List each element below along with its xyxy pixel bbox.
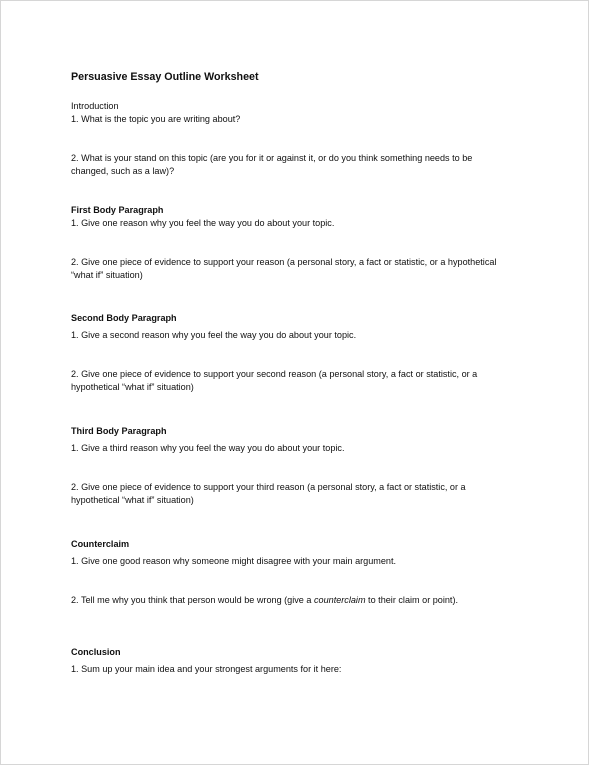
counterclaim-question-2 <box>71 594 458 607</box>
counterclaim-heading: Counterclaim <box>71 539 130 549</box>
conclusion-heading: Conclusion <box>71 647 121 657</box>
counterclaim-question-2-text-start: 2. Tell me why you think that person would be wrong (give a <box>71 595 314 605</box>
conclusion-question-1: 1. Sum up your main idea and your strongest arguments for it here: <box>71 664 342 674</box>
introduction-question-1: 1. What is the topic you are writing about? <box>71 114 241 124</box>
introduction-heading: Introduction <box>71 101 119 111</box>
counterclaim-question-1: 1. Give one good reason why someone might disagree with your main argument. <box>71 556 397 566</box>
second-body-question-2-line-1: 2. Give one piece of evidence to support your second reason (a personal story, a fact or statistic, or a <box>71 369 478 379</box>
introduction-question-2-line-2: changed, such as a law)? <box>71 166 175 176</box>
counterclaim-question-2-text-end: to their claim or point). <box>365 595 459 605</box>
third-body-question-2-line-1: 2. Give one piece of evidence to support your third reason (a personal story, a fact or statistic, or a <box>71 482 466 492</box>
first-body-question-1: 1. Give one reason why you feel the way you do about your topic. <box>71 218 335 228</box>
third-body-question-1: 1. Give a third reason why you feel the way you do about your topic. <box>71 443 345 453</box>
first-body-heading: First Body Paragraph <box>71 205 164 215</box>
second-body-question-1: 1. Give a second reason why you feel the way you do about your topic. <box>71 330 357 340</box>
third-body-heading: Third Body Paragraph <box>71 426 167 436</box>
first-body-question-2-line-2: “what if” situation) <box>71 270 143 280</box>
third-body-question-2-line-2: hypothetical “what if” situation) <box>71 495 194 505</box>
second-body-question-2-line-2: hypothetical “what if” situation) <box>71 382 194 392</box>
worksheet-title: Persuasive Essay Outline Worksheet <box>71 71 259 83</box>
second-body-heading: Second Body Paragraph <box>71 313 177 323</box>
introduction-question-2-line-1: 2. What is your stand on this topic (are you for it or against it, or do you think something needs to be <box>71 153 473 163</box>
counterclaim-term: counterclaim <box>313 595 366 605</box>
first-body-question-2-line-1: 2. Give one piece of evidence to support your reason (a personal story, a fact or statistic, or a hypothetical <box>71 257 497 267</box>
